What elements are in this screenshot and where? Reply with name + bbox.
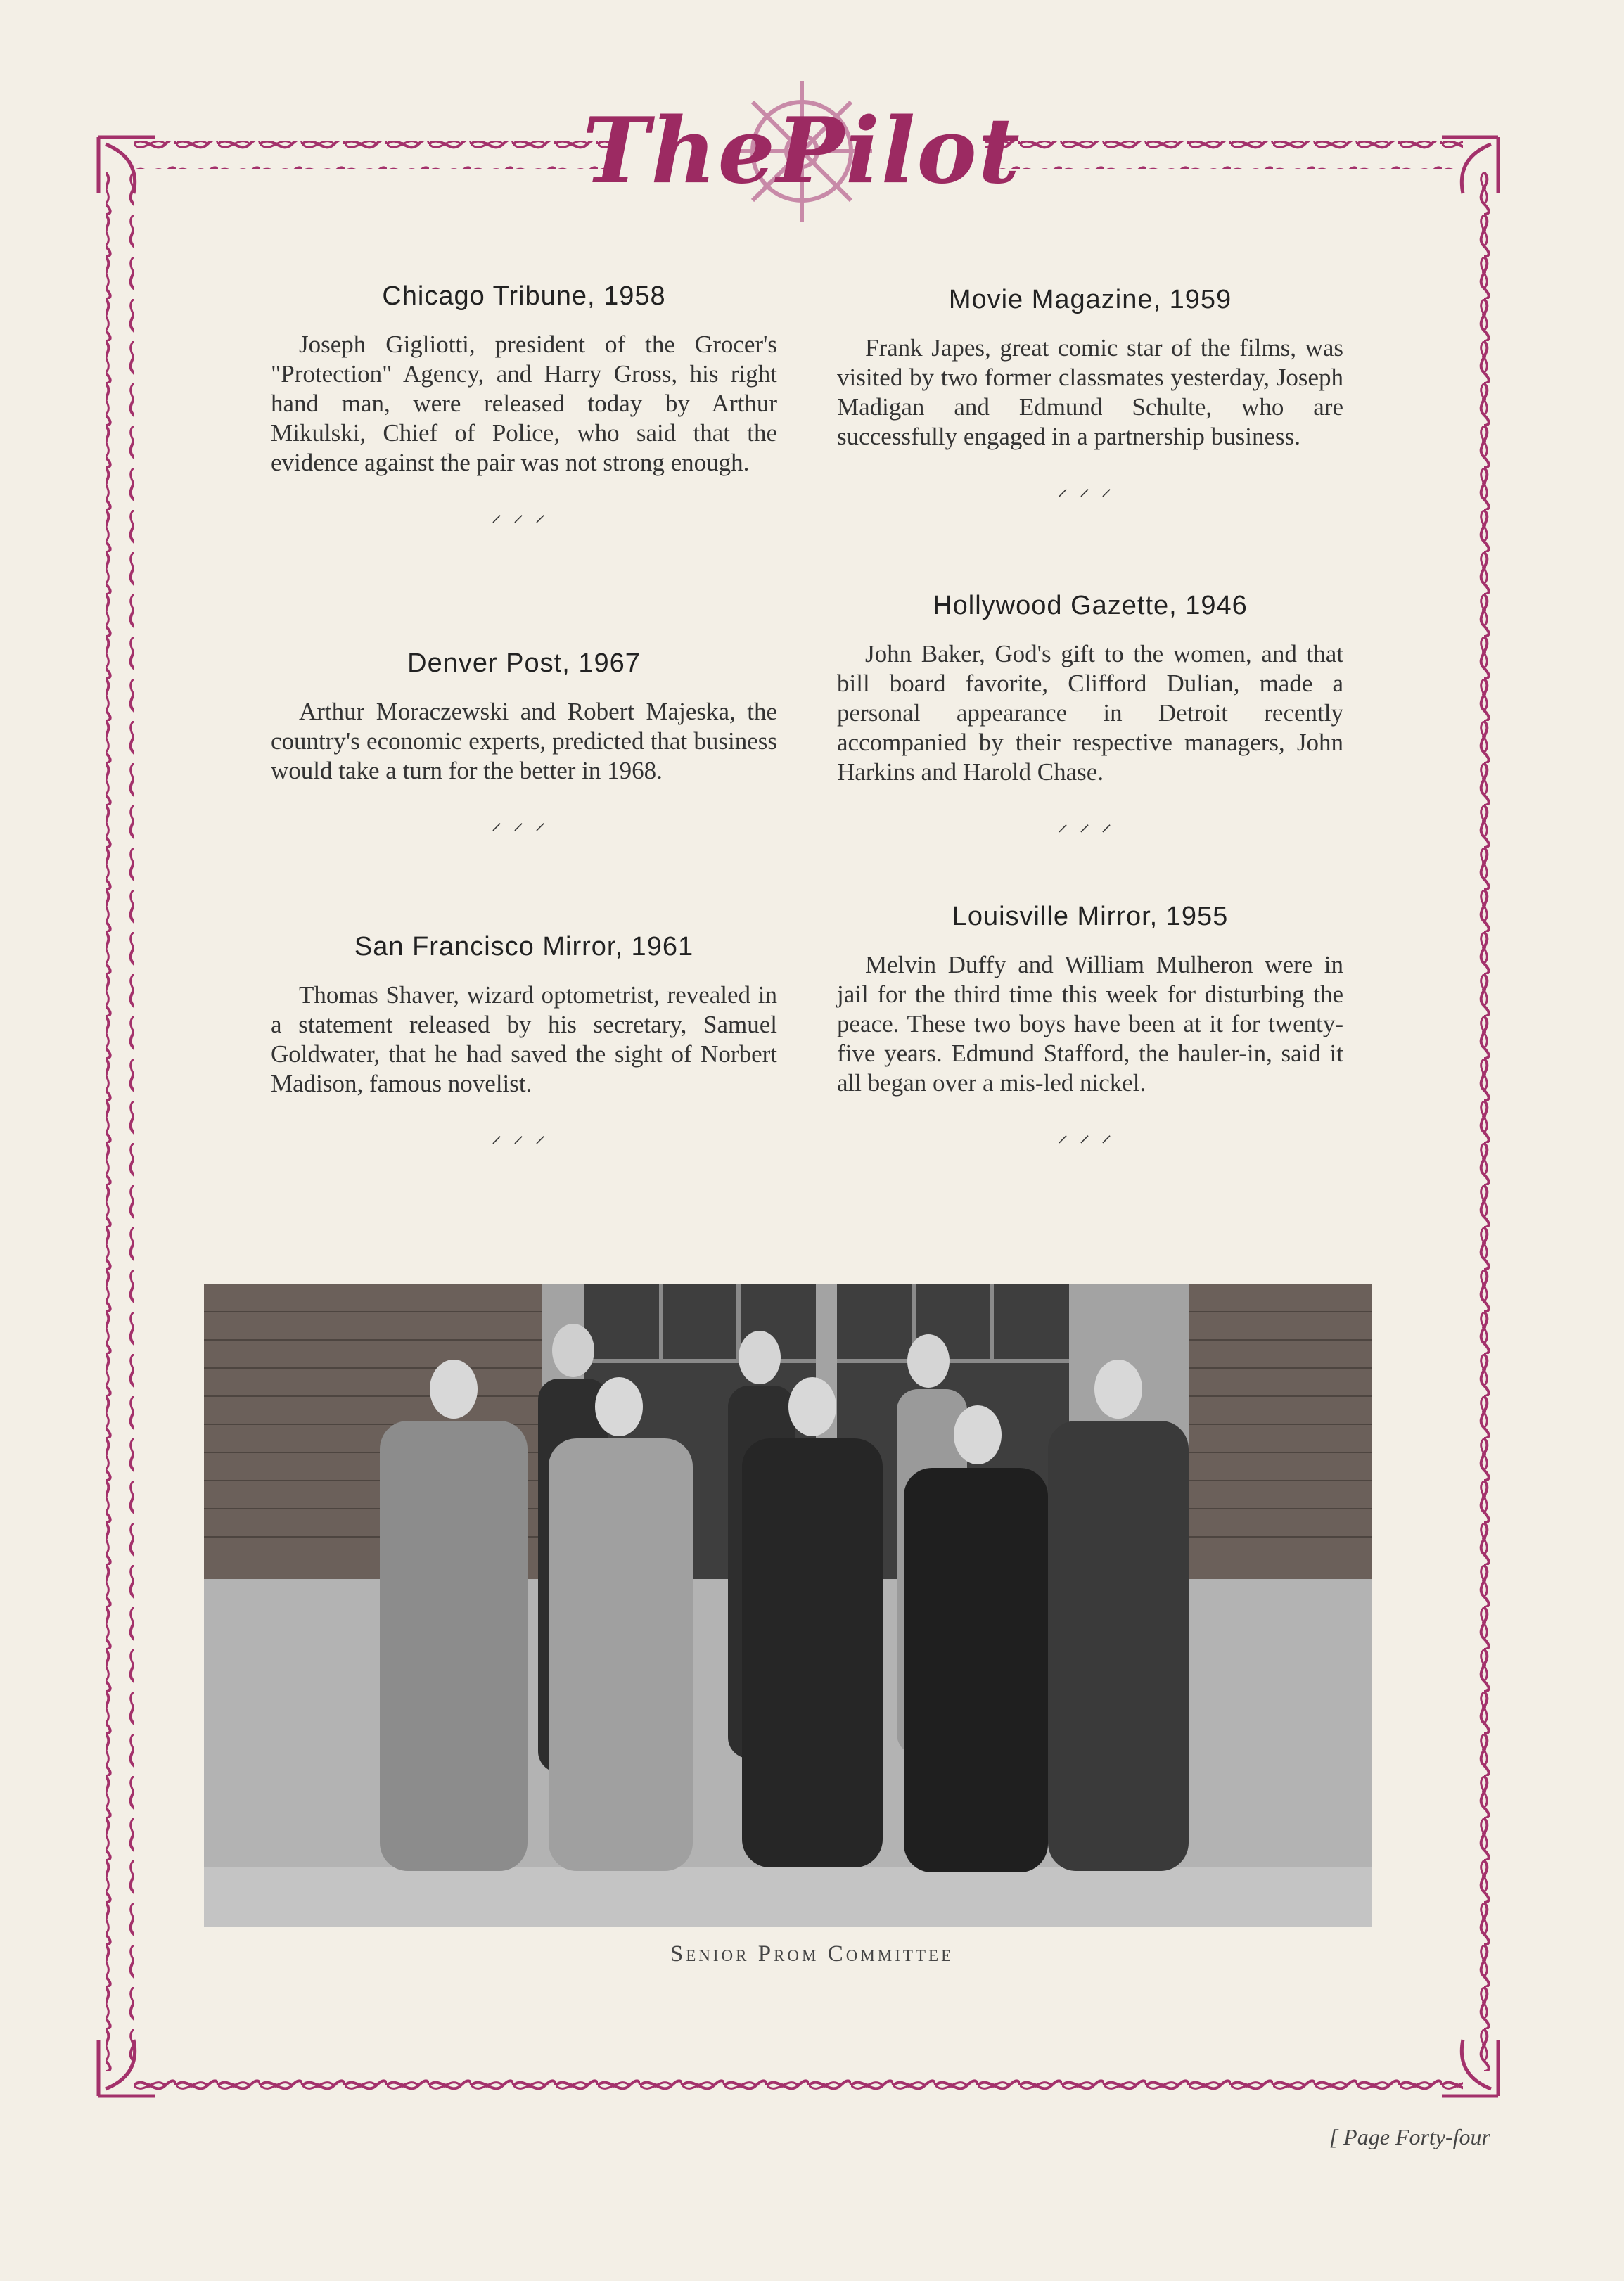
photo-caption: Senior Prom Committee — [670, 1941, 954, 1967]
section-divider: ⸝⸝⸝ — [491, 502, 557, 527]
article-body: Melvin Duffy and William Mulheron were in jail for the third time this week for disturbing the peace. These two boys have been at it for twenty-five years. Edmund Stafford, the hauler-in, said it all began over a mis-led nickel. — [837, 951, 1343, 1097]
article-headline: Movie Magazine, 1959 — [948, 285, 1232, 314]
section-divider: ⸝⸝⸝ — [1057, 1123, 1123, 1147]
article-san-francisco-mirror — [271, 932, 777, 1149]
article-body: John Baker, God's gift to the women, and that bill board favorite, Clifford Dulian, made a personal appearance in Detroit recently accompanied by their respective managers, John Harkins and Harold Chase. — [837, 640, 1343, 786]
section-divider: ⸝⸝⸝ — [1057, 476, 1123, 501]
article-body: Joseph Gigliotti, president of the Grocer's "Protection" Agency, and Harry Gross, his right hand man, were released today by Arthur Mikulski, Chief of Police, who said that the evidence against the pair was not strong enough. — [271, 331, 777, 476]
page-number: [ Page Forty-four — [1329, 2124, 1490, 2149]
article-movie-magazine — [837, 285, 1343, 501]
article-body: Thomas Shaver, wizard optometrist, revealed in a statement released by his secretary, Samuel Goldwater, that he had saved the sight of Norbert Madison, famous novelist. — [271, 981, 777, 1097]
article-body: Arthur Moraczewski and Robert Majeska, the country's economic experts, predicted that business would take a turn for the better in 1968. — [271, 698, 777, 784]
section-divider: ⸝⸝⸝ — [491, 1123, 557, 1148]
article-headline: Hollywood Gazette, 1946 — [933, 591, 1248, 620]
article-headline: Louisville Mirror, 1955 — [952, 902, 1229, 931]
section-divider: ⸝⸝⸝ — [491, 810, 557, 835]
article-body: Frank Japes, great comic star of the films, was visited by two former classmates yesterday, Joseph Madigan and Edmund Schulte, who are successfully engaged in a partnership business. — [837, 334, 1343, 450]
article-headline: Chicago Tribune, 1958 — [382, 281, 666, 311]
article-chicago-tribune — [271, 281, 777, 528]
masthead — [582, 84, 1021, 218]
article-louisville-mirror — [837, 902, 1343, 1148]
masthead-title: ThePilot — [582, 98, 1021, 204]
article-headline: Denver Post, 1967 — [407, 648, 641, 678]
group-photo — [204, 1284, 1372, 1927]
article-hollywood-gazette — [837, 591, 1343, 837]
section-divider: ⸝⸝⸝ — [1057, 812, 1123, 836]
article-denver-post — [271, 648, 777, 836]
article-headline: San Francisco Mirror, 1961 — [354, 932, 694, 961]
